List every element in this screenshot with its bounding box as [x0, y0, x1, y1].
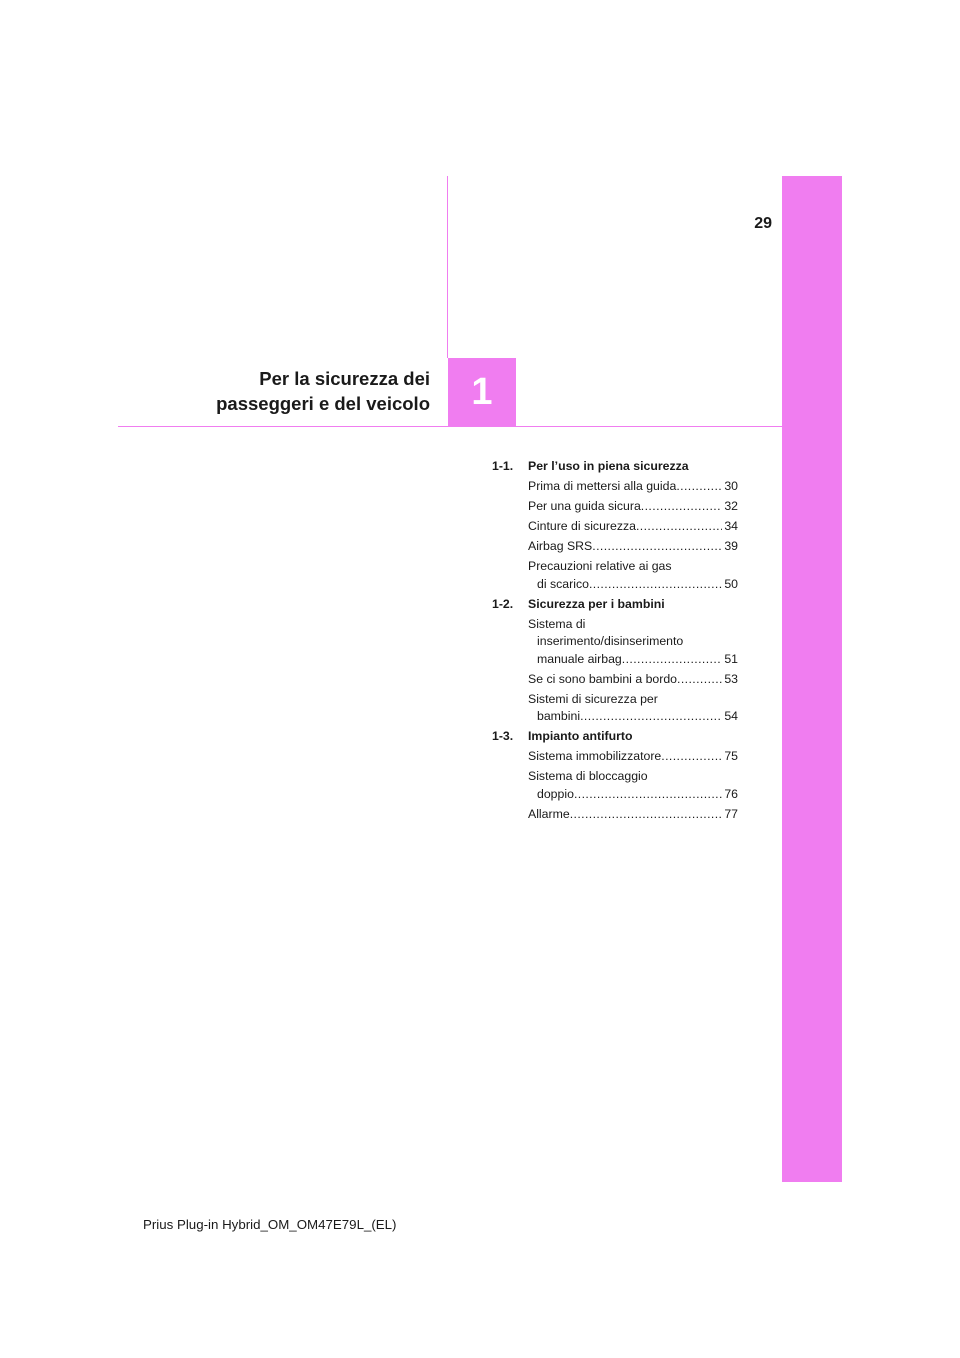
toc-entry[interactable]	[528, 691, 738, 726]
toc-entry-leader-line	[528, 748, 738, 766]
toc-entry-label: Prima di mettersi alla guida	[528, 479, 677, 493]
toc-entry-leader-line	[528, 498, 738, 516]
toc-entry[interactable]	[528, 748, 738, 766]
toc-dot-leader	[636, 518, 722, 536]
header-horizontal-rule	[118, 426, 782, 427]
toc-page-number: 76	[724, 786, 738, 801]
toc-entry-text-line: Precauzioni relative ai gas	[528, 559, 672, 573]
toc-dot-leader	[661, 748, 722, 766]
toc-entry-leader-line	[528, 478, 738, 496]
chapter-tab-bar	[782, 176, 842, 1182]
toc-entry-text-line: Sistemi di sicurezza per	[528, 691, 658, 706]
chapter-title-line-1: Per la sicurezza dei	[259, 368, 430, 389]
chapter-number-box	[448, 358, 516, 426]
toc-entry-label: Se ci sono bambini a bordo	[528, 671, 678, 686]
header-vertical-rule	[447, 176, 448, 358]
toc-entry-leader-line	[528, 651, 738, 669]
toc-dot-leader	[570, 806, 723, 824]
toc-entry-text-line: Sistema di	[528, 616, 586, 631]
toc-dot-leader	[622, 651, 723, 669]
toc-entry[interactable]	[528, 558, 738, 593]
toc-dot-leader	[589, 576, 722, 594]
toc-entry-label: Sistema immobilizzatore	[528, 749, 662, 763]
toc-entry-label: di scarico	[537, 576, 589, 591]
toc-entry-text-line: Sistema di bloccaggio	[528, 769, 648, 783]
chapter-number: 1	[471, 370, 493, 413]
toc-entry-leader-line	[528, 786, 738, 804]
toc-page-number: 51	[724, 651, 738, 666]
toc-section	[492, 728, 738, 823]
chapter-title-line-2: passeggeri e del veicolo	[216, 393, 430, 414]
toc-entry-leader-line	[528, 576, 738, 594]
toc-section	[492, 596, 738, 726]
toc-dot-leader	[574, 786, 722, 804]
toc-entry-leader-line	[528, 518, 738, 536]
toc-entry[interactable]	[528, 768, 738, 803]
toc-dot-leader	[592, 538, 722, 556]
toc-entry-label: Airbag SRS	[528, 539, 593, 553]
toc-entry-label: bambini	[537, 709, 581, 723]
toc-section-number: 1-3.	[492, 729, 514, 743]
toc-entry-leader-line	[528, 806, 738, 824]
toc-entry-leader-line	[528, 538, 738, 556]
toc-entry-text-line: inserimento/disinserimento	[537, 634, 684, 648]
toc-section	[492, 458, 738, 593]
toc-page-number: 54	[724, 709, 738, 723]
table-of-contents	[492, 458, 738, 826]
toc-entry-label: Per una guida sicura	[528, 499, 641, 513]
toc-section-title[interactable]: Per l’uso in piena sicurezza	[528, 459, 689, 473]
toc-entry-label: manuale airbag	[537, 651, 622, 666]
toc-page-number: 32	[724, 499, 738, 513]
toc-entry[interactable]	[528, 498, 738, 516]
toc-entry[interactable]	[528, 616, 738, 669]
toc-entry-leader-line	[528, 671, 738, 689]
toc-dot-leader	[676, 478, 722, 496]
toc-dot-leader	[641, 498, 723, 516]
toc-page-number: 50	[724, 576, 738, 591]
toc-section-title[interactable]: Impianto antifurto	[528, 729, 633, 743]
chapter-title	[216, 366, 430, 416]
toc-entry[interactable]	[528, 478, 738, 496]
toc-entry-label: doppio	[537, 786, 574, 801]
toc-entry[interactable]	[528, 806, 738, 824]
toc-page-number: 77	[724, 806, 738, 821]
toc-entry-label: Cinture di sicurezza	[528, 519, 636, 533]
toc-page-number: 75	[724, 749, 738, 763]
toc-entry[interactable]	[528, 538, 738, 556]
toc-entry[interactable]	[528, 671, 738, 689]
toc-entry[interactable]	[528, 518, 738, 536]
toc-page-number: 53	[724, 671, 738, 686]
toc-entry-label: Allarme	[528, 806, 570, 821]
page-number: 29	[754, 215, 772, 232]
toc-entry-leader-line	[528, 708, 738, 726]
toc-dot-leader	[580, 708, 722, 726]
toc-page-number: 34	[724, 519, 738, 533]
footer-document-id: Prius Plug-in Hybrid_OM_OM47E79L_(EL)	[143, 1217, 397, 1232]
toc-page-number: 39	[724, 539, 738, 553]
toc-section-number: 1-1.	[492, 459, 514, 473]
toc-section-number: 1-2.	[492, 596, 514, 611]
toc-dot-leader	[677, 671, 722, 689]
toc-section-title[interactable]: Sicurezza per i bambini	[528, 596, 665, 611]
toc-page-number: 30	[724, 479, 738, 493]
